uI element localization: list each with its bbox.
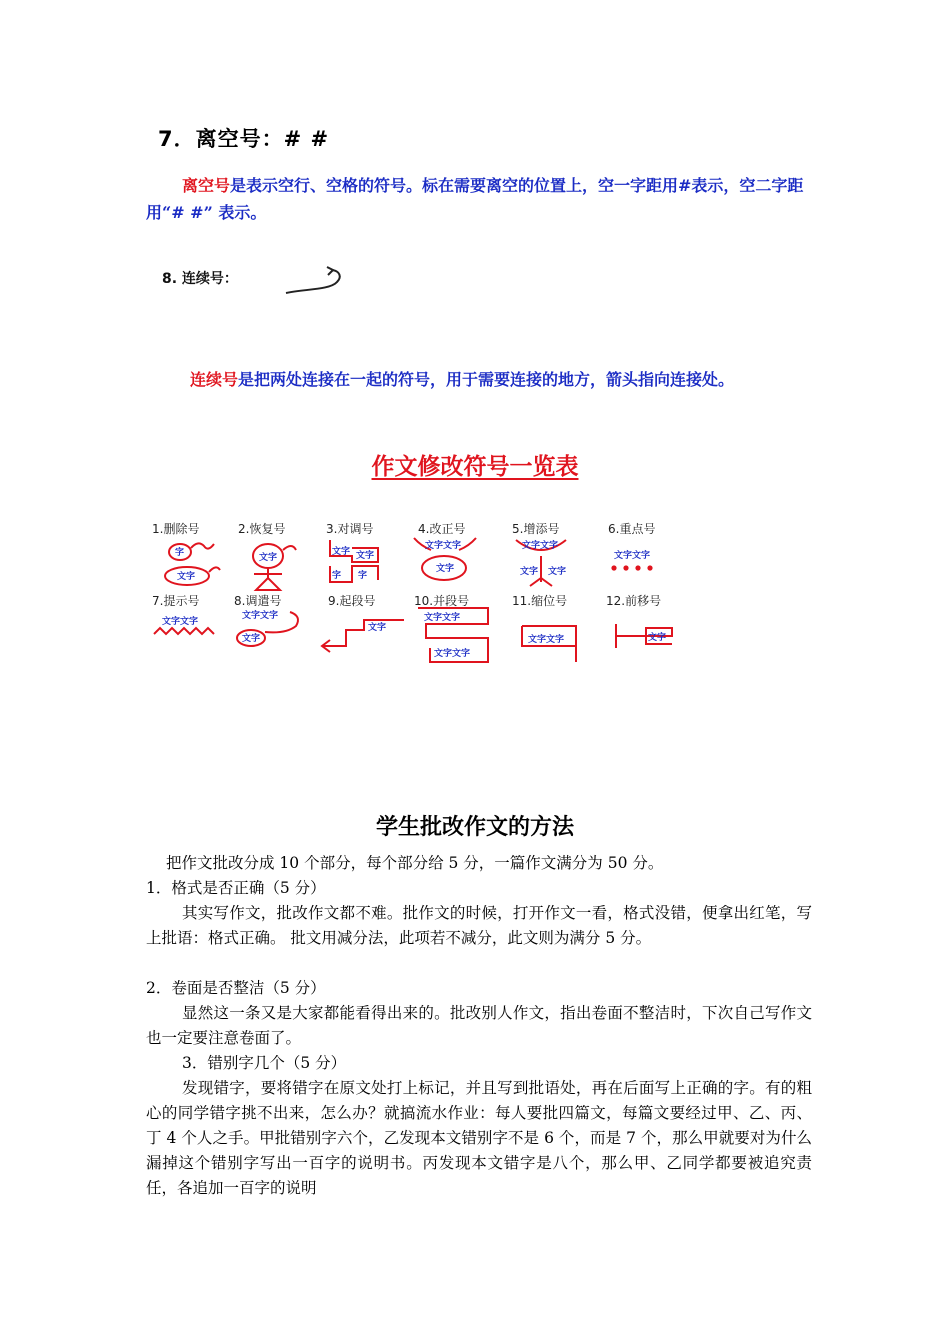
svg-text:文字文字: 文字文字: [434, 649, 471, 659]
article-intro: 把作文批改分成 10 个部分，每个部分给 5 分，一篇作文满分为 50 分。: [166, 854, 664, 872]
svg-text:文字: 文字: [436, 564, 455, 574]
symbol-label-2: 2.恢复号: [238, 522, 286, 536]
symbol-label-11: 11.缩位号: [512, 594, 568, 608]
svg-text:文字文字: 文字文字: [614, 551, 651, 561]
symbol-label-10: 10.并段号: [414, 594, 470, 608]
symbol-label-8: 8.调遣号: [234, 594, 282, 608]
section-7-heading: 7．离空号：# #: [158, 127, 330, 151]
svg-text:字: 字: [358, 571, 368, 581]
symbol-label-6: 6.重点号: [608, 522, 656, 536]
section-7-paragraph: [146, 172, 826, 226]
svg-text:文字文字: 文字文字: [162, 617, 199, 627]
symbol-label-7: 7.提示号: [152, 594, 200, 608]
section-8-description: 是把两处连接在一起的符号，用于需要连接的地方，箭头指向连接处。: [238, 370, 735, 389]
section-8-label: 8. 连续号：: [162, 271, 238, 287]
svg-text:文字文字: 文字文字: [424, 613, 461, 623]
svg-text:文字: 文字: [520, 567, 539, 577]
symbol-label-1: 1.删除号: [152, 522, 200, 536]
svg-text:文字文字: 文字文字: [522, 541, 559, 551]
svg-text:字: 字: [175, 548, 185, 558]
svg-text:文字文字: 文字文字: [242, 611, 279, 621]
svg-text:文字: 文字: [356, 551, 375, 561]
svg-text:文字: 文字: [548, 567, 567, 577]
svg-text:文字: 文字: [177, 572, 196, 582]
symbol-table-title: 作文修改符号一览表: [371, 453, 579, 480]
item-1-body: 其实写作文，批改作文都不难。批作文的时候，打开作文一看，格式没错，便拿出红笔，写上批语：格式正确。 批文用减分法，此项若不减分，此文则为满分 5 分。: [146, 904, 812, 947]
section-8-paragraph: [146, 366, 826, 393]
svg-text:文字文字: 文字文字: [425, 541, 462, 551]
term-lijiong: 离空号: [182, 176, 231, 195]
svg-text:文字文字: 文字文字: [528, 635, 565, 645]
svg-text:文字: 文字: [332, 547, 351, 557]
item-2-heading: 2．卷面是否整洁（5 分）: [146, 979, 326, 997]
continuation-arrow-icon: [282, 262, 352, 302]
symbol-label-12: 12.前移号: [606, 594, 662, 608]
item-3-body: 发现错字，要将错字在原文处打上标记，并且写到批语处，再在后面写上正确的字。有的粗心的同学错字挑不出来，怎么办？就搞流水作业：每人要批四篇文，每篇文要经过甲、乙、丙、丁 4 个人之手。甲批错别字六个，乙发现本文错别字不是 6 个，而是 7 个，那么甲就要对为什么漏掉这个错别字写出一百字的说明书。丙发现本文错字是八个，那么甲、乙同学都要被追究责任，各追加一百字的说明: [146, 1079, 812, 1197]
symbol-label-3: 3.对调号: [326, 522, 374, 536]
svg-text:文字: 文字: [242, 634, 261, 644]
symbol-label-4: 4.改正号: [418, 522, 466, 536]
symbol-chart: [146, 512, 686, 672]
svg-text:文字: 文字: [259, 553, 278, 563]
svg-text:文字: 文字: [368, 623, 387, 633]
section-7-description: 是表示空行、空格的符号。标在需要离空的位置上，空一字距用#表示，空二字距用“# #” 表示。: [146, 176, 804, 222]
item-3-heading: 3．错别字几个（5 分）: [182, 1054, 347, 1072]
svg-text:文字: 文字: [648, 633, 667, 643]
item-1-heading: 1．格式是否正确（5 分）: [146, 879, 326, 897]
symbol-label-9: 9.起段号: [328, 594, 376, 608]
term-lianxu: 连续号: [190, 370, 239, 389]
item-2-body: 显然这一条又是大家都能看得出来的。批改别人作文，指出卷面不整洁时，下次自己写作文也一定要注意卷面了。: [146, 1004, 812, 1047]
svg-text:字: 字: [332, 571, 342, 581]
article-title: 学生批改作文的方法: [375, 814, 574, 840]
symbol-label-5: 5.增添号: [512, 522, 560, 536]
